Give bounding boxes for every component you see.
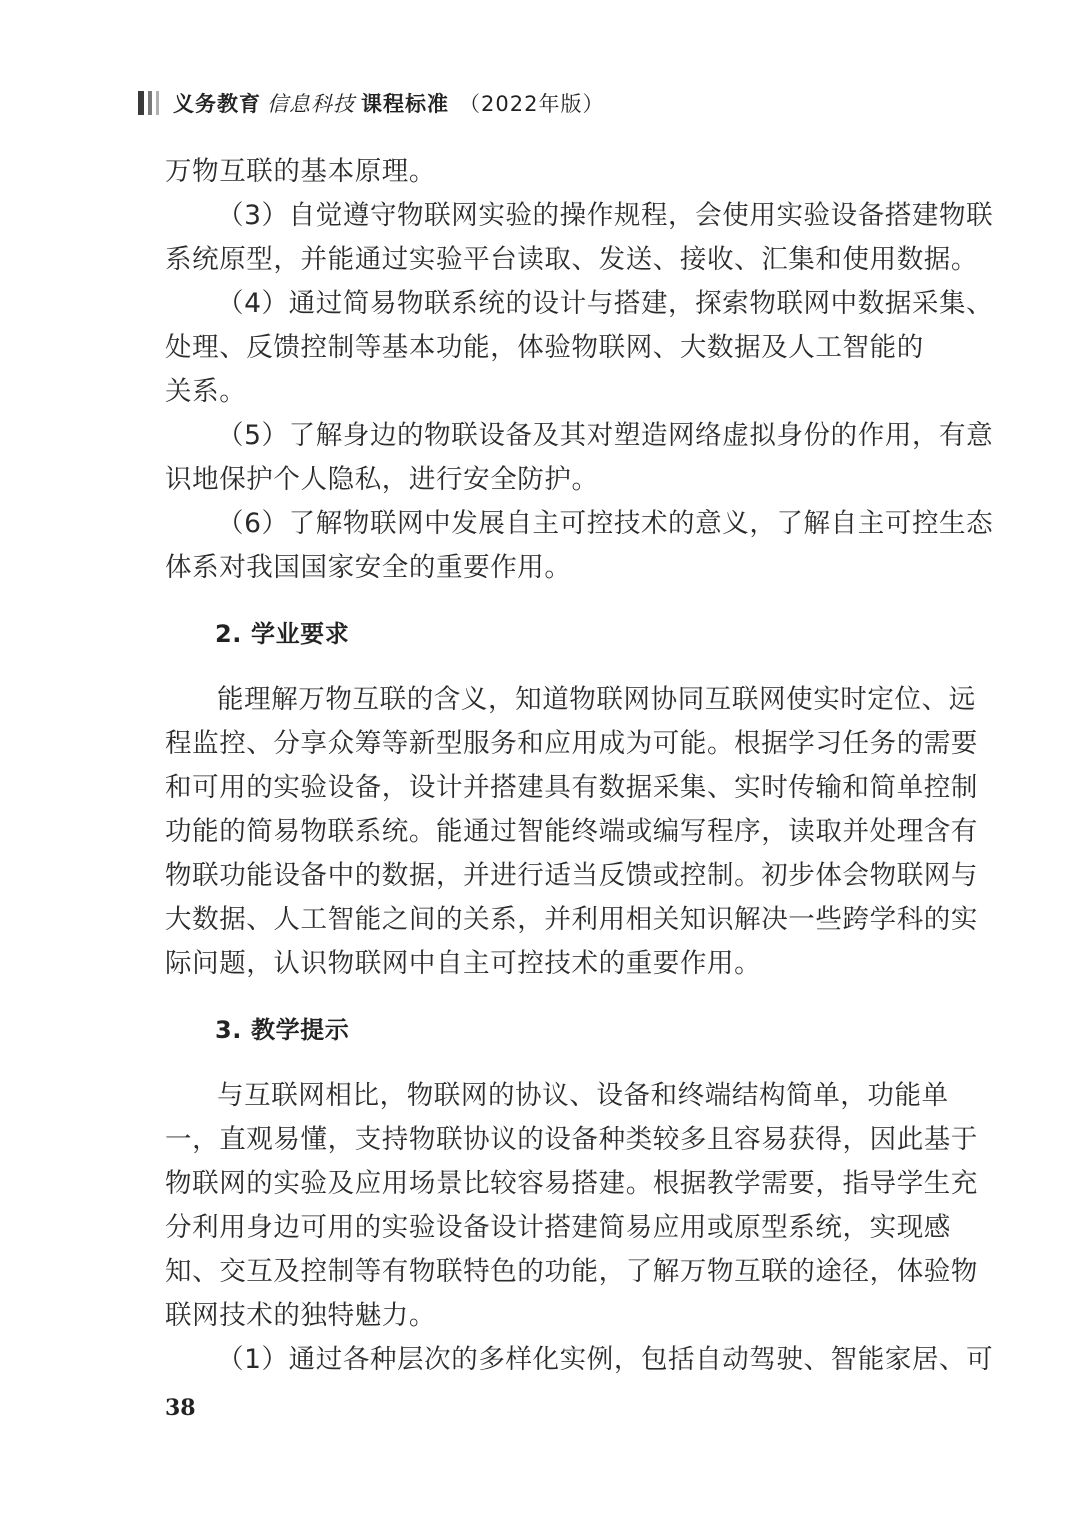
body-line: 体系对我国国家安全的重要作用。 <box>165 552 572 583</box>
header-title-part2: 课程标准 <box>361 92 449 116</box>
header-title-italic: 信息科技 <box>267 92 355 116</box>
header-edition: （2022年版） <box>459 92 605 116</box>
body-line: （6）了解物联网中发展自主可控技术的意义，了解自主可控生态 <box>217 508 994 539</box>
body-line: 大数据、人工智能之间的关系，并利用相关知识解决一些跨学科的实 <box>165 904 978 935</box>
body-line: 物联功能设备中的数据，并进行适当反馈或控制。初步体会物联网与 <box>165 860 978 891</box>
header-title-part1: 义务教育 <box>173 92 261 116</box>
body-line: 分利用身边可用的实验设备设计搭建简易应用或原型系统，实现感 <box>165 1212 951 1243</box>
body-line: 系统原型，并能通过实验平台读取、发送、接收、汇集和使用数据。 <box>165 244 978 275</box>
body-line: 关系。 <box>165 376 247 407</box>
body-line: （5）了解身边的物联设备及其对塑造网络虚拟身份的作用，有意 <box>217 420 994 451</box>
body-line: 识地保护个人隐私，进行安全防护。 <box>165 464 599 495</box>
body-line: 处理、反馈控制等基本功能，体验物联网、大数据及人工智能的 <box>165 332 924 363</box>
body-line: 程监控、分享众筹等新型服务和应用成为可能。根据学习任务的需要 <box>165 728 978 759</box>
body-line: 物联网的实验及应用场景比较容易搭建。根据教学需要，指导学生充 <box>165 1168 978 1199</box>
body-line: 联网技术的独特魅力。 <box>165 1300 436 1331</box>
body-line: 万物互联的基本原理。 <box>165 156 436 187</box>
header-bars-icon <box>138 91 159 115</box>
body-line: 和可用的实验设备，设计并搭建具有数据采集、实时传输和简单控制 <box>165 772 978 803</box>
section-heading: 2. 学业要求 <box>215 620 350 648</box>
page-body <box>165 150 994 1382</box>
body-line: （1）通过各种层次的多样化实例，包括自动驾驶、智能家居、可 <box>217 1344 994 1375</box>
body-line: 一，直观易懂，支持物联协议的设备种类较多且容易获得，因此基于 <box>165 1124 978 1155</box>
page-number: 38 <box>165 1395 196 1421</box>
body-line: 能理解万物互联的含义，知道物联网协同互联网使实时定位、远 <box>217 684 976 715</box>
running-header <box>138 88 604 118</box>
body-line: 功能的简易物联系统。能通过智能终端或编写程序，读取并处理含有 <box>165 816 978 847</box>
body-line: 知、交互及控制等有物联特色的功能，了解万物互联的途径，体验物 <box>165 1256 978 1287</box>
body-line: （3）自觉遵守物联网实验的操作规程，会使用实验设备搭建物联 <box>217 200 994 231</box>
header-title <box>173 88 604 118</box>
body-line: （4）通过简易物联系统的设计与搭建，探索物联网中数据采集、 <box>217 288 994 319</box>
body-line: 与互联网相比，物联网的协议、设备和终端结构简单，功能单 <box>217 1080 949 1111</box>
section-heading: 3. 教学提示 <box>215 1016 350 1044</box>
body-line: 际问题，认识物联网中自主可控技术的重要作用。 <box>165 948 762 979</box>
